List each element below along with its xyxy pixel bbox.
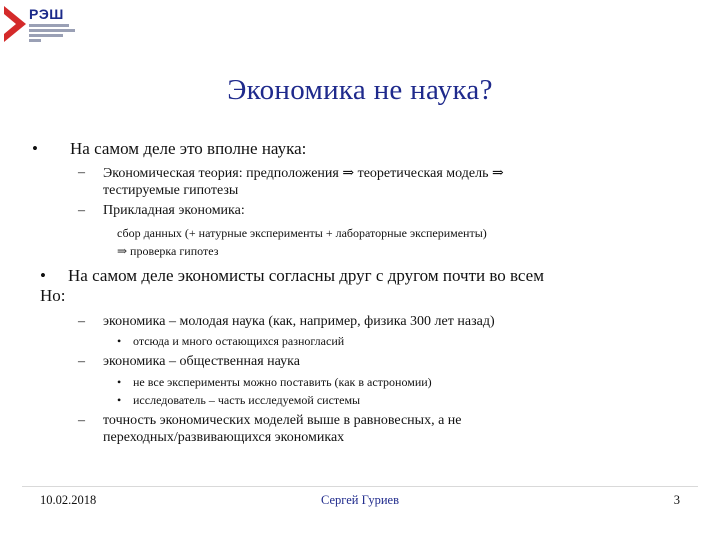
- dash-marker: –: [78, 314, 85, 329]
- footer-date: 10.02.2018: [40, 493, 97, 507]
- bullet-text: На самом деле это вполне наука:: [70, 139, 307, 158]
- dash-marker: –: [78, 165, 85, 180]
- sub-sub-text: отсюда и много остающихся разногласий: [133, 334, 345, 348]
- logo: [4, 6, 84, 42]
- logo-triangle-icon: [4, 6, 26, 42]
- bullet-marker: •: [117, 393, 122, 407]
- sub-sub-text: не все эксперименты можно поставить (как в астрономии): [133, 375, 432, 389]
- sub-bullet-text: переходных/развивающихся экономиках: [103, 430, 345, 445]
- dash-marker: –: [78, 413, 85, 428]
- logo-text: РЭШ: [29, 6, 64, 22]
- sub-sub-text: исследователь – часть исследуемой системы: [133, 393, 361, 407]
- page-number: 3: [673, 493, 680, 507]
- sub-bullet-text: точность экономических моделей выше в равновесных, а не: [103, 413, 462, 428]
- dash-marker: –: [78, 354, 85, 369]
- sub-bullet-text: тестируемые гипотезы: [103, 183, 239, 198]
- bullet-text: На самом деле экономисты согласны друг с другом почти во всем: [68, 266, 544, 285]
- sub-bullet-text: Экономическая теория: предположения ⇒ теоретическая модель ⇒: [103, 166, 504, 181]
- sub-bullet-text: экономика – молодая наука (как, например, физика 300 лет назад): [103, 314, 495, 329]
- bullet-marker: •: [32, 139, 38, 158]
- bullet-marker: •: [40, 266, 46, 285]
- bullet-text: Но:: [40, 286, 66, 305]
- bullet-marker: •: [117, 375, 122, 389]
- sub-sub-text: сбор данных (+ натурные эксперименты + лабораторные эксперименты): [117, 226, 487, 240]
- bullet-marker: •: [117, 334, 122, 348]
- sub-sub-text: ⇒ проверка гипотез: [117, 244, 219, 258]
- sub-bullet-text: Прикладная экономика:: [103, 203, 245, 218]
- footer-author: Сергей Гуриев: [320, 493, 399, 507]
- sub-bullet-text: экономика – общественная наука: [103, 354, 300, 369]
- dash-marker: –: [78, 203, 85, 218]
- slide-title: Экономика не наука?: [227, 74, 493, 106]
- logo-subtitle-lines: [29, 24, 77, 44]
- footer-divider: [22, 486, 698, 487]
